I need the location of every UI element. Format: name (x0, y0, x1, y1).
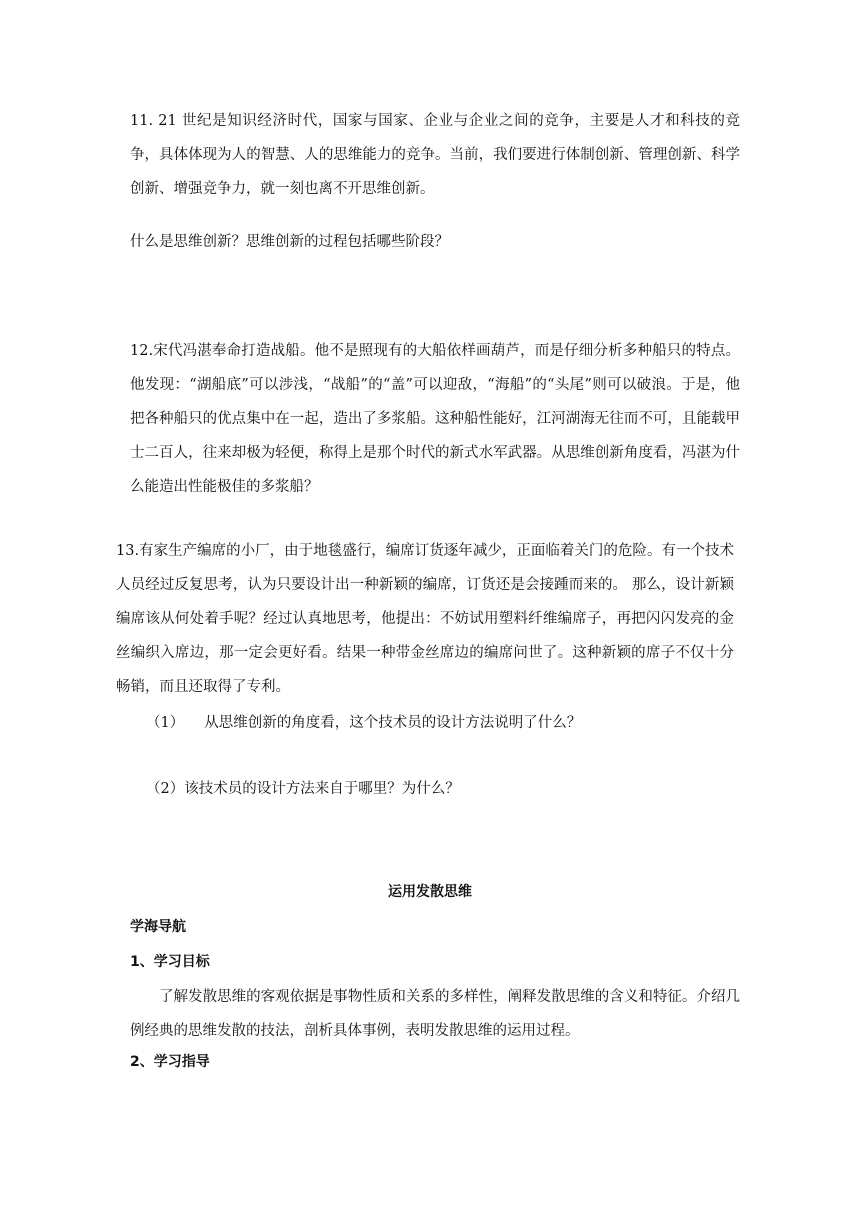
question-13-sub1-number: （1） (146, 715, 185, 731)
question-13-sub1 (146, 713, 581, 733)
question-13-body: 13.有家生产编席的小厂，由于地毯盛行，编席订货逐年减少，正面临着关门的危险。有一个技术人员经过反复思考，认为只要设计出一种新颖的编席，订货还是会接踵而来的。 那么，设计新颖编席该从何处着手呢？经过认真地思考，他提出：不妨试用塑料纤维编席子，再把闪闪发亮的金丝编织入席边，那一定会更好看。结果一种带金丝席边的编席问世了。这种新颖的席子不仅十分畅销，而且还取得了专利。 (116, 543, 734, 695)
item-1-title: 1、学习目标 (130, 954, 210, 970)
item-2-title: 2、学习指导 (130, 1054, 210, 1070)
section-title: 运用发散思维 (388, 884, 472, 900)
question-11-body: 11. 21 世纪是知识经济时代，国家与国家、企业与企业之间的竞争，主要是人才和科技的竞争，具体体现为人的智慧、人的思维能力的竞争。当前，我们要进行体制创新、管理创新、科学创新、增强竞争力，就一刻也离不开思维创新。 (130, 113, 740, 197)
question-11-prompt: 什么是思维创新？思维创新的过程包括哪些阶段？ (130, 234, 449, 250)
item-1-body: 了解发散思维的客观依据是事物性质和关系的多样性，阐释发散思维的含义和特征。介绍几例经典的思维发散的技法，剖析具体事例，表明发散思维的运用过程。 (130, 989, 740, 1039)
question-12-body: 12.宋代冯湛奉命打造战船。他不是照现有的大船依样画葫芦，而是仔细分析多种船只的特点。他发现：“湖船底”可以涉浅，“战船”的“盖”可以迎敌，“海船”的“头尾”则可以破浪。于是，他把各种船只的优点集中在一起，造出了多浆船。这种船性能好，江河湖海无往而不可，且能载甲士二百人，往来却极为轻便，称得上是那个时代的新式水军武器。从思维创新角度看，冯湛为什么能造出性能极佳的多浆船？ (130, 343, 740, 495)
question-13-sub1-text: 从思维创新的角度看，这个技术员的设计方法说明了什么？ (204, 715, 582, 731)
question-13-sub2: （2）该技术员的设计方法来自于哪里？为什么？ (146, 781, 460, 797)
section-heading: 学海导航 (130, 919, 186, 935)
